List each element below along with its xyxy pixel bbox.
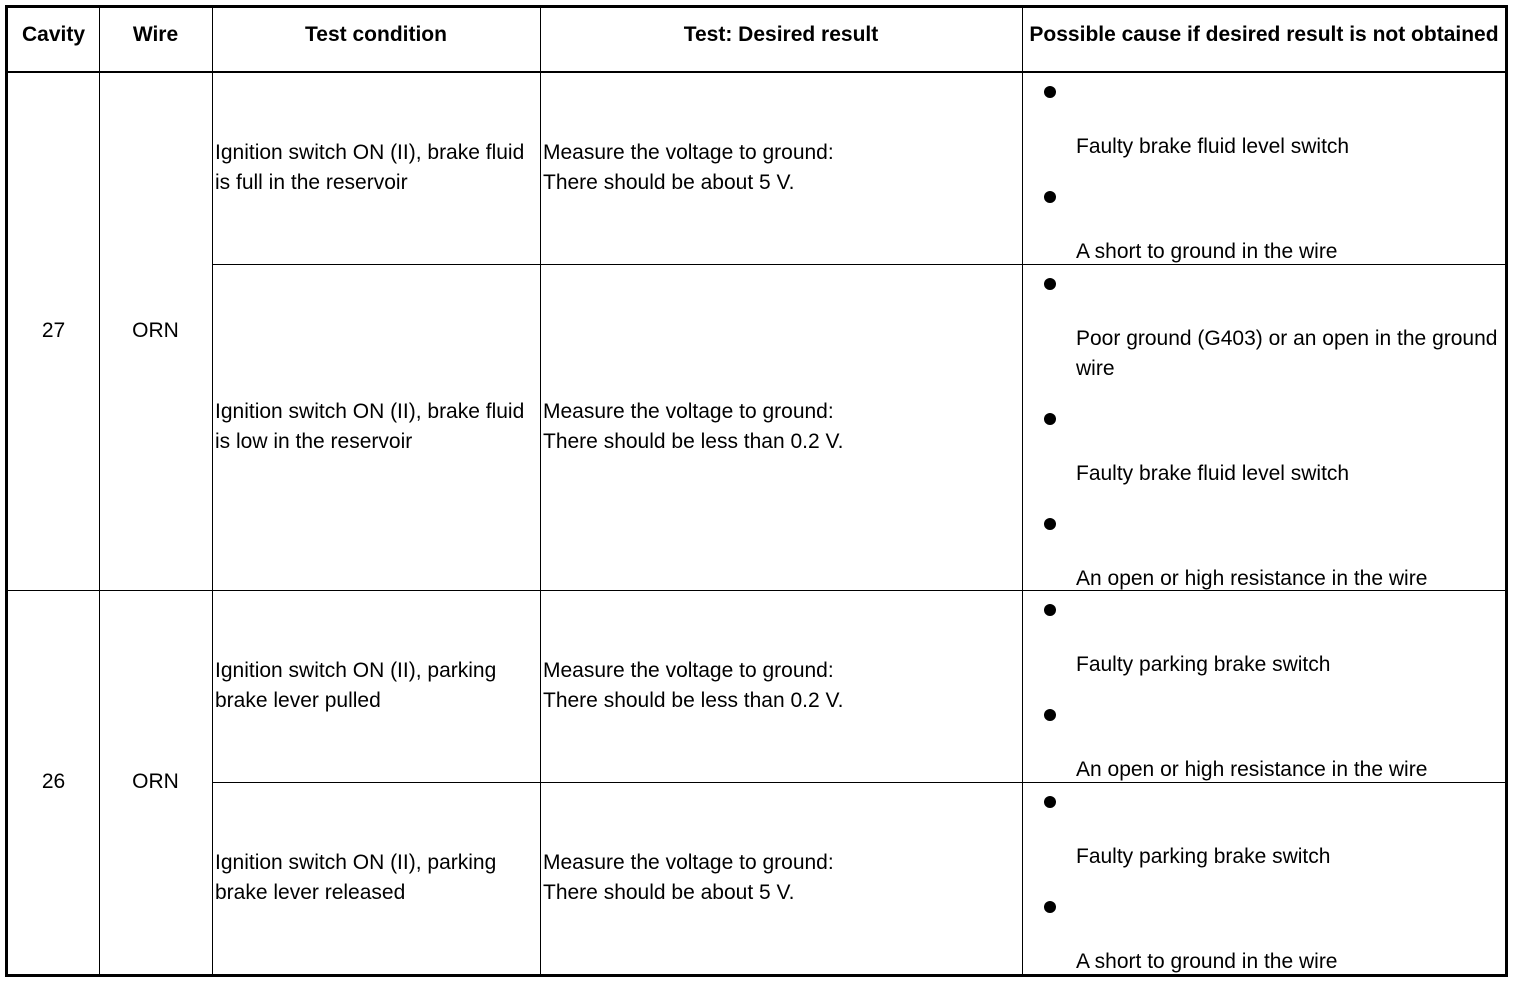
bullet-dot-icon bbox=[1044, 191, 1056, 203]
desired-result-cell bbox=[540, 782, 1023, 974]
test-condition-text: Ignition switch ON (II), parking brake lever pulled bbox=[215, 659, 497, 712]
desired-result-text bbox=[543, 848, 834, 908]
possible-cause-cell bbox=[1022, 72, 1506, 265]
result-line: Measure the voltage to ground: bbox=[543, 141, 834, 164]
bullet bbox=[1044, 787, 1506, 817]
header-cell bbox=[540, 8, 1023, 73]
bullet-dot-icon bbox=[1044, 86, 1056, 98]
bullet-dot-icon bbox=[1044, 901, 1056, 913]
bullet-dot-icon bbox=[1044, 413, 1056, 425]
desired-result-cell bbox=[540, 72, 1023, 265]
possible-cause-item: A short to ground in the wire bbox=[1076, 240, 1338, 263]
header-label: Test condition bbox=[305, 23, 447, 46]
result-line: There should be about 5 V. bbox=[543, 881, 795, 904]
desired-result-text bbox=[543, 656, 843, 716]
test-condition-cell bbox=[212, 264, 541, 591]
desired-result-text bbox=[543, 397, 843, 457]
bullet-dot-icon bbox=[1044, 604, 1056, 616]
header-label: Test: Desired result bbox=[683, 23, 879, 46]
desired-result-cell bbox=[540, 264, 1023, 591]
bullet bbox=[1044, 182, 1506, 212]
bullet bbox=[1044, 509, 1506, 539]
possible-cause-item: Faulty brake fluid level switch bbox=[1076, 462, 1350, 485]
bullet bbox=[1044, 77, 1506, 107]
test-condition-cell bbox=[212, 72, 541, 265]
header-cell bbox=[8, 8, 100, 73]
possible-cause-item: An open or high resistance in the wire bbox=[1076, 567, 1428, 590]
test-condition-text: Ignition switch ON (II), parking brake lever released bbox=[215, 851, 497, 904]
header-cell bbox=[99, 8, 213, 73]
desired-result-text bbox=[543, 138, 834, 198]
bullet-dot-icon bbox=[1044, 278, 1056, 290]
desired-result-cell bbox=[540, 590, 1023, 783]
possible-cause-cell bbox=[1022, 782, 1506, 974]
bullet-dot-icon bbox=[1044, 518, 1056, 530]
test-condition-text: Ignition switch ON (II), brake fluid is low in the reservoir bbox=[215, 400, 525, 453]
header-label: Cavity bbox=[21, 23, 86, 46]
wire-color: ORN bbox=[132, 770, 179, 793]
bullet bbox=[1044, 269, 1506, 299]
possible-cause-item: Faulty parking brake switch bbox=[1076, 653, 1331, 676]
possible-cause-cell bbox=[1022, 590, 1506, 783]
bullet bbox=[1044, 404, 1506, 434]
possible-cause-item: Faulty parking brake switch bbox=[1076, 845, 1331, 868]
header-cell bbox=[1022, 8, 1506, 73]
bullet bbox=[1044, 700, 1506, 730]
result-line: Measure the voltage to ground: bbox=[543, 851, 834, 874]
test-condition-cell bbox=[212, 590, 541, 783]
result-line: There should be less than 0.2 V. bbox=[543, 430, 844, 453]
cavity-cell bbox=[8, 72, 100, 591]
cavity-cell bbox=[8, 590, 100, 974]
header-cell bbox=[212, 8, 541, 73]
possible-cause-item: A short to ground in the wire bbox=[1076, 950, 1338, 973]
possible-cause-item: An open or high resistance in the wire bbox=[1076, 758, 1428, 781]
result-line: Measure the voltage to ground: bbox=[543, 659, 834, 682]
header-label: Possible cause if desired result is not obtained bbox=[1029, 23, 1499, 46]
possible-cause-item: Poor ground (G403) or an open in the ground wire bbox=[1076, 327, 1498, 380]
test-condition-cell bbox=[212, 782, 541, 974]
result-line: There should be less than 0.2 V. bbox=[543, 689, 844, 712]
bullet-dot-icon bbox=[1044, 709, 1056, 721]
wire-cell bbox=[99, 72, 213, 591]
possible-cause-item: Faulty brake fluid level switch bbox=[1076, 135, 1350, 158]
result-line: Measure the voltage to ground: bbox=[543, 400, 834, 423]
bullet-dot-icon bbox=[1044, 796, 1056, 808]
bullet bbox=[1044, 595, 1506, 625]
result-line: There should be about 5 V. bbox=[543, 171, 795, 194]
test-condition-text: Ignition switch ON (II), brake fluid is full in the reservoir bbox=[215, 141, 525, 194]
wire-cell bbox=[99, 590, 213, 974]
wire-color: ORN bbox=[132, 319, 179, 342]
header-label: Wire bbox=[132, 23, 179, 46]
cavity-number: 27 bbox=[41, 319, 66, 342]
cavity-number: 26 bbox=[41, 770, 66, 793]
bullet bbox=[1044, 892, 1506, 922]
possible-cause-cell bbox=[1022, 264, 1506, 591]
